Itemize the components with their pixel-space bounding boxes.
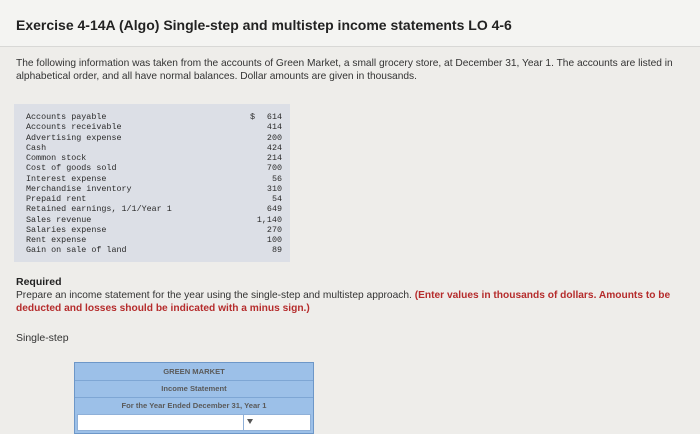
account-value: 270 <box>266 224 282 235</box>
dropdown-caret-icon[interactable] <box>247 419 253 424</box>
account-name: Accounts receivable <box>26 122 122 133</box>
account-row <box>14 153 290 163</box>
account-value: 424 <box>266 142 282 153</box>
account-name: Merchandise inventory <box>26 183 132 194</box>
account-row <box>14 112 290 122</box>
accounts-table <box>14 104 290 262</box>
account-row <box>14 163 290 173</box>
account-value: 100 <box>266 235 282 245</box>
income-statement-form <box>74 362 314 434</box>
account-name: Rent expense <box>26 235 87 245</box>
account-value: 1,140 <box>256 214 282 225</box>
account-row <box>14 184 290 194</box>
account-value: 649 <box>266 204 282 215</box>
statement-divider <box>75 397 313 398</box>
account-name: Common stock <box>26 153 87 163</box>
account-name: Accounts payable <box>26 112 107 122</box>
single-step-label: Single-step <box>16 332 69 344</box>
instructions-text: Prepare an income statement for the year using the single-step and multistep approach. <box>16 290 412 301</box>
account-value: 310 <box>266 183 282 194</box>
account-name: Interest expense <box>26 173 107 184</box>
account-name: Advertising expense <box>26 132 122 143</box>
account-row <box>14 204 290 214</box>
account-value: 56 <box>271 173 282 184</box>
statement-title: Income Statement <box>161 384 227 393</box>
account-value: 614 <box>266 112 282 122</box>
account-value: 414 <box>266 122 282 133</box>
required-heading: Required <box>16 276 62 288</box>
account-row <box>14 225 290 235</box>
account-row <box>14 133 290 143</box>
account-row <box>14 235 290 245</box>
account-row <box>14 194 290 204</box>
account-row <box>14 174 290 184</box>
account-value: 214 <box>266 153 282 163</box>
account-row <box>14 143 290 153</box>
account-name: Salaries expense <box>26 224 107 235</box>
account-value: 700 <box>266 163 282 174</box>
statement-company: GREEN MARKET <box>163 367 225 376</box>
account-name: Gain on sale of land <box>26 245 127 256</box>
account-name: Retained earnings, 1/1/Year 1 <box>26 204 172 215</box>
input-column-divider <box>243 414 244 431</box>
instructions-highlight: (Enter values in thousands of dollars. Amounts to be deducted and losses should be indicated with a minus sign.) <box>16 290 671 314</box>
account-name: Cost of goods sold <box>26 163 117 174</box>
statement-period: For the Year Ended December 31, Year 1 <box>121 401 267 410</box>
account-value: 200 <box>266 132 282 143</box>
account-dropdown[interactable] <box>77 414 311 431</box>
account-name: Sales revenue <box>26 214 92 225</box>
exercise-title: Exercise 4-14A (Algo) Single-step and multistep income statements LO 4-6 <box>16 17 512 33</box>
statement-divider <box>75 380 313 381</box>
exercise-header <box>0 0 700 47</box>
currency-symbol: $ <box>250 112 256 122</box>
account-row <box>14 215 290 225</box>
intro-paragraph: The following information was taken from the accounts of Green Market, a small grocery store, at December 31, Year 1. The accounts are listed in alphabetical order, and all have normal balances. Dollar amounts are given in thousands. <box>16 58 673 82</box>
account-row <box>14 122 290 132</box>
account-name: Prepaid rent <box>26 194 87 204</box>
instructions <box>16 290 692 316</box>
account-value: 89 <box>271 245 282 256</box>
account-value: 54 <box>271 194 282 204</box>
account-name: Cash <box>26 142 47 153</box>
account-row <box>14 245 290 255</box>
